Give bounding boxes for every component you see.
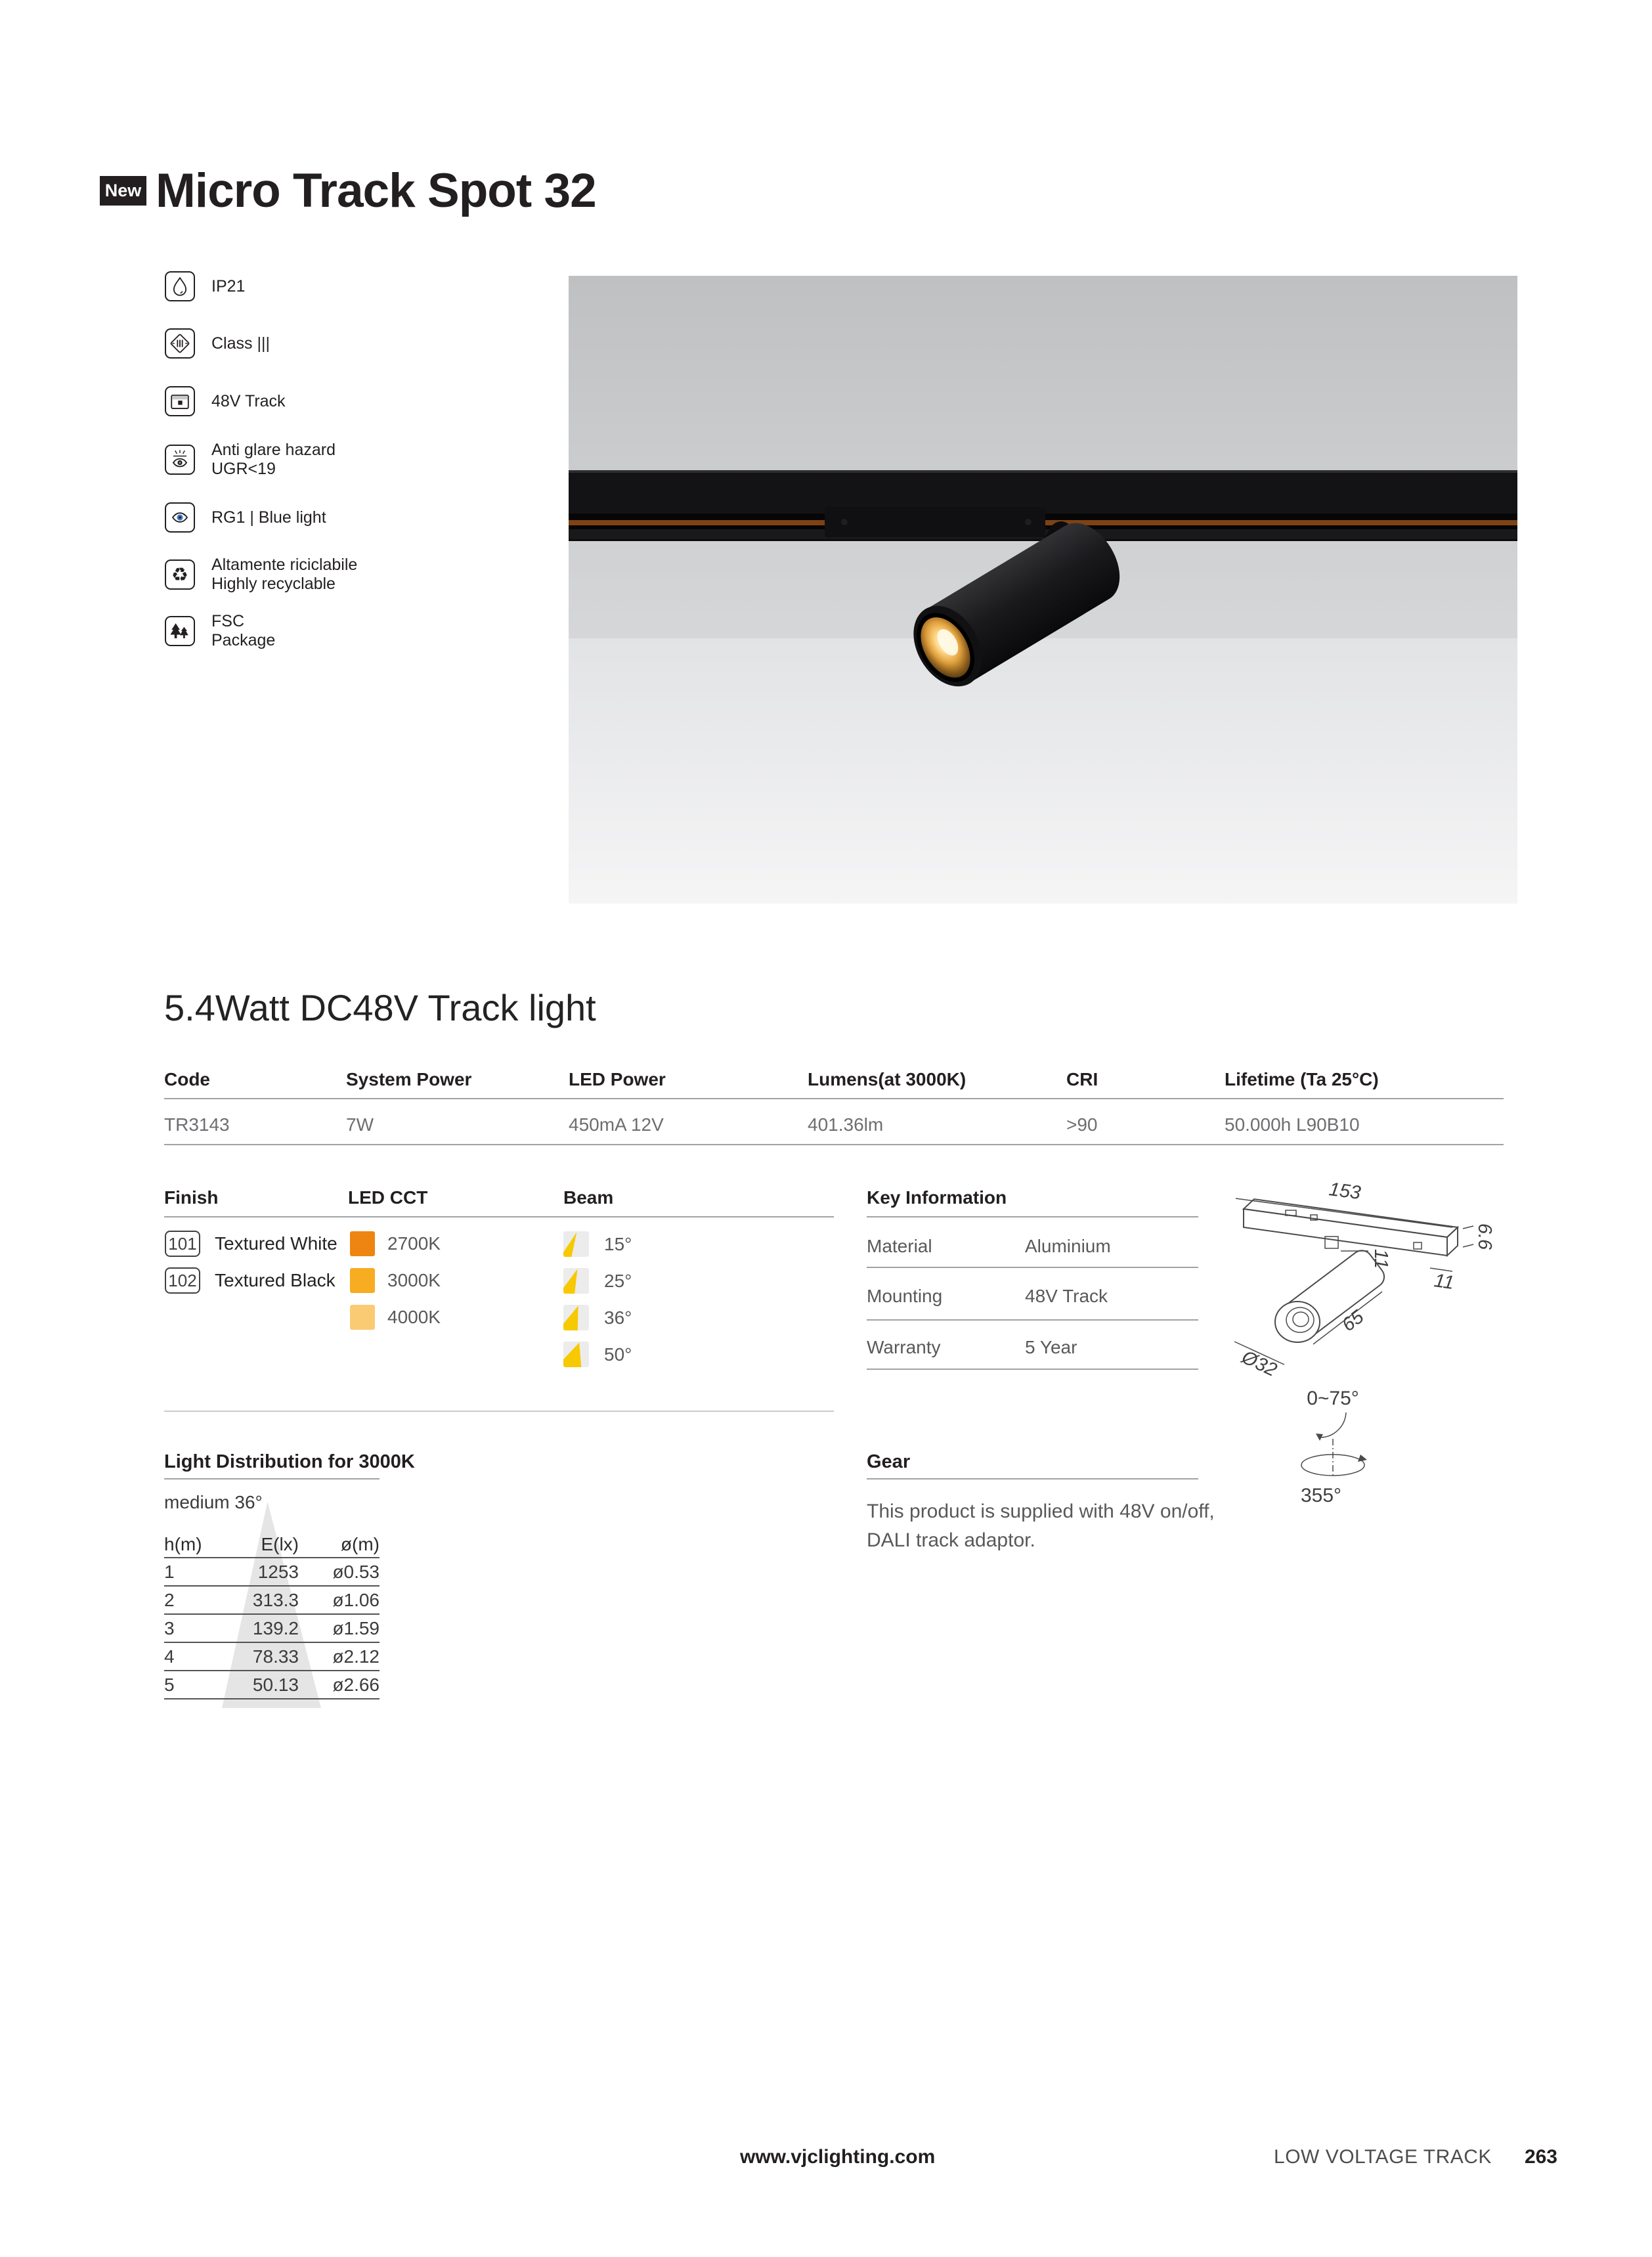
beam-wedge bbox=[563, 1268, 589, 1294]
divider bbox=[164, 1098, 1504, 1099]
track-mount-icon bbox=[165, 386, 195, 416]
ld-e: 139.2 bbox=[252, 1617, 299, 1638]
gear-description-line: DALI track adaptor. bbox=[867, 1529, 1035, 1551]
dim-body-length: 65 bbox=[1338, 1306, 1368, 1336]
feature-text: Anti glare hazard bbox=[211, 441, 336, 459]
ld-col-h: h(m) bbox=[164, 1533, 202, 1554]
beam-icon-36 bbox=[563, 1305, 589, 1330]
svg-text:♻: ♻ bbox=[171, 565, 189, 586]
beam-label-25: 25° bbox=[604, 1271, 632, 1291]
ld-header-row bbox=[164, 1531, 380, 1558]
beam-label-36: 36° bbox=[604, 1307, 632, 1328]
dim-tilt-range: 0~75° bbox=[1307, 1388, 1359, 1409]
spec-led-power: 450mA 12V bbox=[569, 1114, 664, 1135]
divider bbox=[867, 1319, 1198, 1321]
footer-right bbox=[1274, 2146, 1557, 2168]
dim-stem-height: 11 bbox=[1370, 1248, 1391, 1269]
feature-label-recyclable bbox=[211, 556, 358, 593]
ld-h: 5 bbox=[164, 1674, 175, 1695]
spec-cri: >90 bbox=[1066, 1114, 1098, 1135]
divider bbox=[867, 1369, 1198, 1370]
beam-heading: Beam bbox=[563, 1187, 614, 1208]
website-link[interactable]: www.vjclighting.com bbox=[740, 2146, 936, 2168]
ld-d: ø1.06 bbox=[332, 1589, 380, 1610]
beam-wedge bbox=[563, 1305, 589, 1330]
beam-icon-50 bbox=[563, 1342, 589, 1367]
light-distribution-table bbox=[164, 1531, 380, 1699]
gear-heading: Gear bbox=[867, 1451, 911, 1472]
ki-warranty-value: 5 Year bbox=[1025, 1337, 1077, 1357]
feature-label-ip21 bbox=[211, 271, 245, 301]
finish-heading: Finish bbox=[164, 1187, 219, 1208]
dim-diameter: Ø32 bbox=[1238, 1346, 1280, 1381]
spec-system-power: 7W bbox=[346, 1114, 374, 1135]
feature-text: Altamente riciclabile bbox=[211, 556, 358, 574]
spec-col-led-power: LED Power bbox=[569, 1069, 666, 1089]
table-row bbox=[164, 1643, 380, 1671]
feature-label-antiglare bbox=[211, 441, 336, 478]
ld-e: 313.3 bbox=[252, 1589, 299, 1610]
feature-text: Package bbox=[211, 631, 276, 649]
ld-h: 4 bbox=[164, 1646, 175, 1667]
feature-label-rg1 bbox=[211, 502, 326, 533]
ki-warranty-label: Warranty bbox=[867, 1337, 941, 1357]
ld-h: 1 bbox=[164, 1561, 175, 1582]
feature-text: 48V Track bbox=[211, 391, 286, 410]
ld-d: ø2.12 bbox=[332, 1646, 380, 1667]
beam-label-15: 15° bbox=[604, 1234, 632, 1254]
ip-rating-drop-icon bbox=[165, 271, 195, 301]
feature-label-track bbox=[211, 386, 286, 416]
ld-h: 2 bbox=[164, 1589, 175, 1610]
divider bbox=[164, 1411, 834, 1412]
led-cct-heading: LED CCT bbox=[348, 1187, 428, 1208]
divider bbox=[867, 1216, 1198, 1217]
ld-col-d: ø(m) bbox=[340, 1533, 380, 1554]
spec-col-cri: CRI bbox=[1066, 1069, 1098, 1089]
table-row bbox=[164, 1558, 380, 1587]
feature-text: Class ||| bbox=[211, 334, 270, 353]
recyclable-icon bbox=[165, 559, 195, 590]
cct-swatch-4000k bbox=[350, 1305, 375, 1330]
table-row bbox=[164, 1615, 380, 1643]
beam-wedge bbox=[563, 1342, 589, 1367]
new-badge: New bbox=[100, 176, 146, 206]
cct-label-3000k: 3000K bbox=[387, 1270, 441, 1290]
ki-mounting-label: Mounting bbox=[867, 1286, 943, 1306]
dim-track-length: 153 bbox=[1328, 1179, 1362, 1204]
finish-code-101: 101 bbox=[165, 1231, 200, 1257]
gear-description-line: This product is supplied with 48V on/off, bbox=[867, 1501, 1215, 1522]
divider bbox=[164, 1144, 1504, 1145]
spec-col-system-power: System Power bbox=[346, 1069, 472, 1089]
feature-text: Highly recyclable bbox=[211, 575, 336, 593]
class-iii-icon bbox=[165, 328, 195, 359]
cct-swatch-2700k bbox=[350, 1231, 375, 1256]
ki-material-value: Aluminium bbox=[1025, 1236, 1111, 1256]
dim-rotation-range: 355° bbox=[1300, 1485, 1342, 1506]
footer-section-label: LOW VOLTAGE TRACK bbox=[1274, 2146, 1492, 2168]
product-heading: 5.4Watt DC48V Track light bbox=[164, 987, 596, 1028]
key-information-heading: Key Information bbox=[867, 1187, 1007, 1208]
beam-icon-25 bbox=[563, 1268, 589, 1294]
divider bbox=[164, 1478, 380, 1479]
table-row bbox=[164, 1587, 380, 1615]
spec-col-lumens: Lumens(at 3000K) bbox=[808, 1069, 967, 1089]
ld-e: 1253 bbox=[257, 1561, 299, 1582]
feature-text: IP21 bbox=[211, 276, 246, 296]
finish-label-102: Textured Black bbox=[215, 1270, 336, 1290]
ki-mounting-value: 48V Track bbox=[1025, 1286, 1108, 1306]
beam-medium-label: medium 36° bbox=[164, 1492, 263, 1512]
divider bbox=[867, 1478, 1198, 1479]
spec-col-code: Code bbox=[164, 1069, 210, 1089]
beam-icon-15 bbox=[563, 1231, 589, 1257]
light-distribution-heading: Light Distribution for 3000K bbox=[164, 1451, 415, 1472]
ld-d: ø0.53 bbox=[332, 1561, 380, 1582]
cct-label-4000k: 4000K bbox=[387, 1307, 441, 1327]
anti-glare-eye-icon bbox=[165, 445, 195, 475]
feature-label-class bbox=[211, 328, 270, 359]
gear-description bbox=[867, 1497, 1215, 1555]
beam-label-50: 50° bbox=[604, 1344, 632, 1365]
finish-label-101: Textured White bbox=[215, 1233, 337, 1254]
ld-h: 3 bbox=[164, 1617, 175, 1638]
dim-track-depth: 11 bbox=[1433, 1270, 1456, 1294]
spec-col-lifetime: Lifetime (Ta 25°C) bbox=[1225, 1069, 1379, 1089]
divider bbox=[867, 1267, 1198, 1268]
spec-lifetime: 50.000h L90B10 bbox=[1225, 1114, 1360, 1135]
cct-label-2700k: 2700K bbox=[387, 1233, 441, 1254]
spec-code: TR3143 bbox=[164, 1114, 230, 1135]
divider bbox=[164, 1216, 834, 1217]
ki-material-label: Material bbox=[867, 1236, 932, 1256]
blue-light-eye-icon bbox=[165, 502, 195, 533]
cct-swatch-3000k bbox=[350, 1268, 375, 1293]
beam-wedge bbox=[563, 1231, 589, 1257]
ld-e: 78.33 bbox=[252, 1646, 299, 1667]
feature-text: UGR<19 bbox=[211, 460, 276, 478]
ld-e: 50.13 bbox=[252, 1674, 299, 1695]
finish-code-102: 102 bbox=[165, 1267, 200, 1294]
product-photo bbox=[569, 276, 1517, 904]
ld-col-e: E(lx) bbox=[261, 1533, 299, 1554]
fsc-trees-icon bbox=[165, 616, 195, 646]
dimension-drawing bbox=[1221, 1179, 1550, 1553]
spec-lumens: 401.36lm bbox=[808, 1114, 884, 1135]
ld-d: ø2.66 bbox=[332, 1674, 380, 1695]
feature-text: RG1 | Blue light bbox=[211, 508, 326, 527]
feature-text: FSC bbox=[211, 612, 244, 630]
ld-d: ø1.59 bbox=[332, 1617, 380, 1638]
table-row bbox=[164, 1671, 380, 1699]
track-spotlight-render bbox=[569, 276, 1517, 904]
page-title: Micro Track Spot 32 bbox=[156, 164, 596, 217]
feature-label-fsc bbox=[211, 612, 276, 649]
dim-track-height: 6.6 bbox=[1474, 1223, 1495, 1250]
footer-page-number: 263 bbox=[1524, 2146, 1557, 2168]
